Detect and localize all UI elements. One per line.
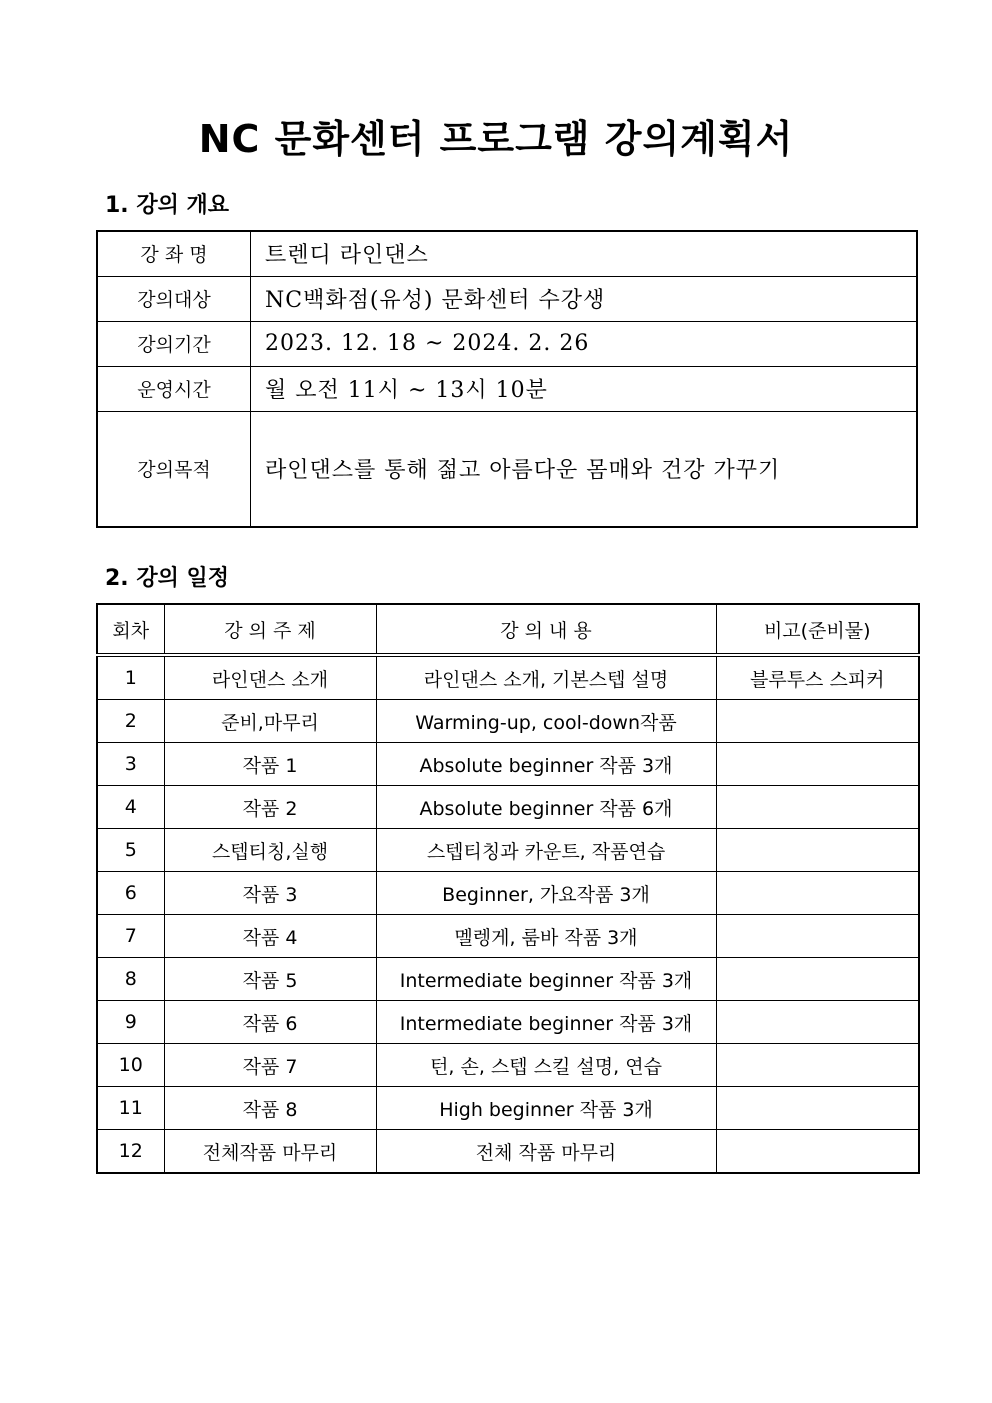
overview-value: 월 오전 11시 ~ 13시 10분 [251,366,918,411]
session-content: Warming-up, cool-down작품 [376,700,716,743]
overview-table [96,230,918,528]
overview-row-target [97,276,917,321]
session-number: 11 [97,1087,164,1130]
overview-row-course [97,231,917,276]
session-note [716,872,919,915]
session-content: 전체 작품 마무리 [376,1130,716,1174]
session-note [716,700,919,743]
session-content: 턴, 손, 스텝 스킬 설명, 연습 [376,1044,716,1087]
schedule-header-row [97,604,919,655]
session-number: 7 [97,915,164,958]
session-content: Beginner, 가요작품 3개 [376,872,716,915]
session-note [716,958,919,1001]
overview-label: 운영시간 [97,366,251,411]
section-heading-schedule: 2. 강의 일정 [105,566,229,591]
session-topic: 작품 4 [164,915,376,958]
table-row [97,1087,919,1130]
session-note [716,786,919,829]
session-note [716,829,919,872]
session-content: 스텝티칭과 카운트, 작품연습 [376,829,716,872]
session-topic: 준비,마무리 [164,700,376,743]
header-note: 비고(준비물) [716,604,919,655]
session-number: 1 [97,655,164,700]
session-content: Absolute beginner 작품 6개 [376,786,716,829]
session-number: 6 [97,872,164,915]
session-content: Intermediate beginner 작품 3개 [376,1001,716,1044]
table-row [97,958,919,1001]
session-note: 블루투스 스피커 [716,655,919,700]
overview-value: NC백화점(유성) 문화센터 수강생 [251,276,918,321]
session-topic: 작품 1 [164,743,376,786]
header-content: 강 의 내 용 [376,604,716,655]
session-number: 9 [97,1001,164,1044]
session-content: High beginner 작품 3개 [376,1087,716,1130]
table-row [97,1130,919,1174]
table-row [97,829,919,872]
table-row [97,700,919,743]
session-number: 10 [97,1044,164,1087]
session-note [716,1001,919,1044]
overview-value: 2023. 12. 18 ~ 2024. 2. 26 [251,321,918,366]
session-topic: 작품 7 [164,1044,376,1087]
session-topic: 전체작품 마무리 [164,1130,376,1174]
session-content: 라인댄스 소개, 기본스텝 설명 [376,655,716,700]
session-number: 2 [97,700,164,743]
session-topic: 작품 2 [164,786,376,829]
session-note [716,743,919,786]
session-number: 5 [97,829,164,872]
session-topic: 작품 5 [164,958,376,1001]
session-number: 4 [97,786,164,829]
session-number: 3 [97,743,164,786]
section-heading-overview: 1. 강의 개요 [105,193,229,218]
table-row [97,1001,919,1044]
session-content: Absolute beginner 작품 3개 [376,743,716,786]
session-number: 12 [97,1130,164,1174]
session-content: 멜렝게, 룸바 작품 3개 [376,915,716,958]
overview-label: 강의대상 [97,276,251,321]
session-topic: 작품 6 [164,1001,376,1044]
session-number: 8 [97,958,164,1001]
overview-row-hours [97,366,917,411]
table-row [97,786,919,829]
overview-row-period [97,321,917,366]
page-title: NC 문화센터 프로그램 강의계획서 [198,117,794,161]
overview-label: 강 좌 명 [97,231,251,276]
session-content: Intermediate beginner 작품 3개 [376,958,716,1001]
overview-value: 라인댄스를 통해 젊고 아름다운 몸매와 건강 가꾸기 [251,411,918,527]
session-topic: 작품 3 [164,872,376,915]
overview-value: 트렌디 라인댄스 [251,231,918,276]
header-topic: 강 의 주 제 [164,604,376,655]
overview-row-purpose [97,411,917,527]
session-topic: 라인댄스 소개 [164,655,376,700]
schedule-table [96,603,920,1174]
header-session: 회차 [97,604,164,655]
table-row [97,743,919,786]
session-topic: 스텝티칭,실행 [164,829,376,872]
session-note [716,915,919,958]
overview-label: 강의목적 [97,411,251,527]
table-row [97,655,919,700]
session-note [716,1130,919,1174]
table-row [97,872,919,915]
table-row [97,915,919,958]
session-note [716,1087,919,1130]
session-topic: 작품 8 [164,1087,376,1130]
session-note [716,1044,919,1087]
overview-label: 강의기간 [97,321,251,366]
table-row [97,1044,919,1087]
